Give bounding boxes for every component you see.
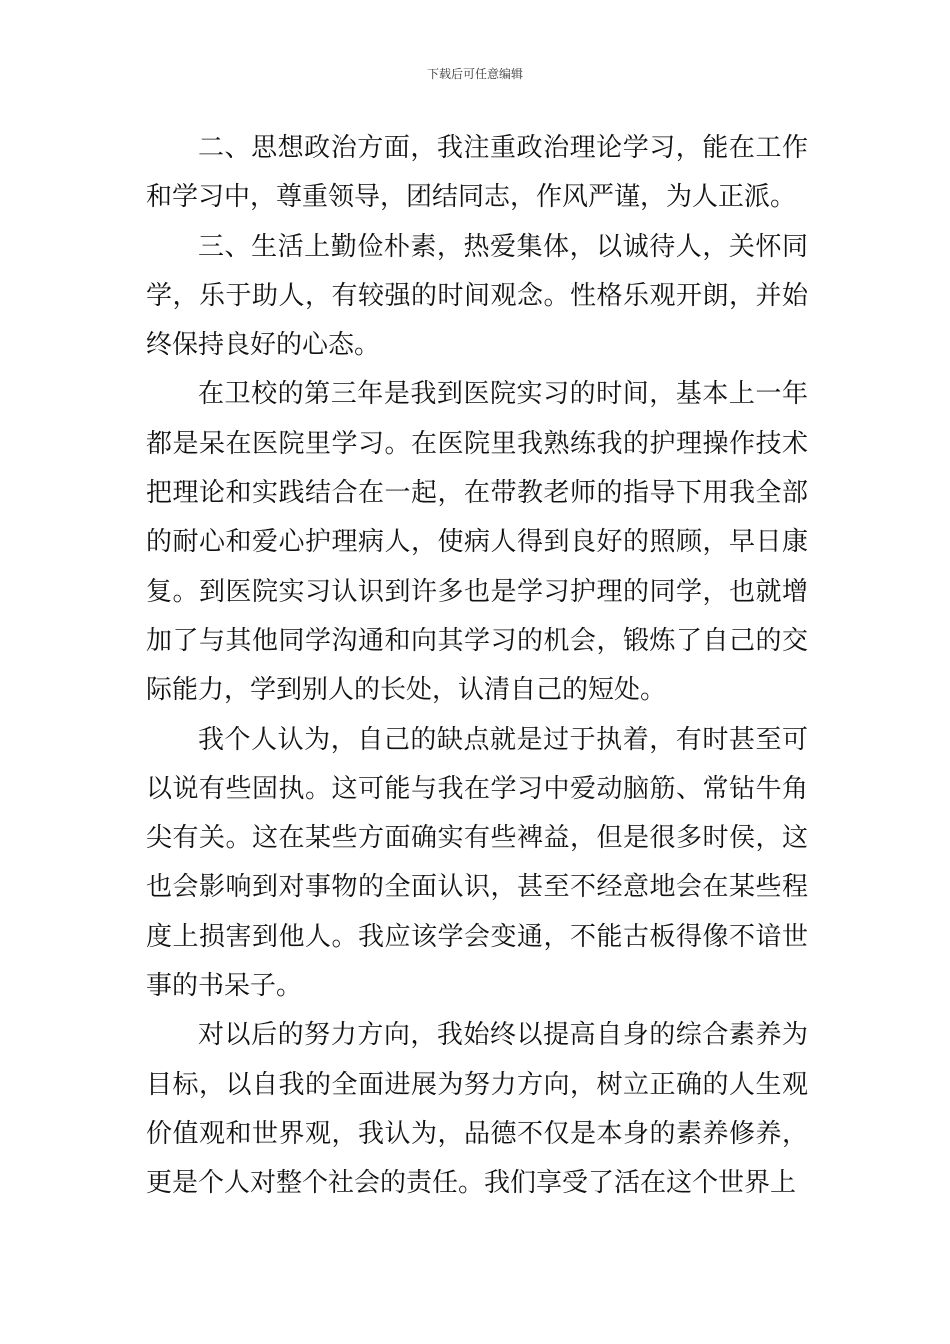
paragraph-life: 三、生活上勤俭朴素，热爱集体，以诚待人，关怀同学，乐于助人，有较强的时间观念。性格乐观开朗，并始终保持良好的心态。: [146, 231, 808, 361]
paragraph-political: 二、思想政治方面，我注重政治理论学习，能在工作和学习中，尊重领导，团结同志，作风严谨，为人正派。: [146, 133, 808, 213]
paragraph-future: 对以后的努力方向，我始终以提高自身的综合素养为目标，以自我的全面进展为努力方向，树立正确的人生观价值观和世界观，我认为，品德不仅是本身的素养修养，更是个人对整个社会的责任。我们享受了活在这个世界上: [146, 1020, 808, 1199]
paragraph-internship: 在卫校的第三年是我到医院实习的时间，基本上一年都是呆在医院里学习。在医院里我熟练我的护理操作技术把理论和实践结合在一起，在带教老师的指导下用我全部的耐心和爱心护理病人，使病人得到良好的照顾，早日康复。到医院实习认识到许多也是学习护理的同学，也就增加了与其他同学沟通和向其学习的机会，锻炼了自己的交际能力，学到别人的长处，认清自己的短处。: [146, 379, 808, 706]
paragraph-weakness: 我个人认为，自己的缺点就是过于执着，有时甚至可以说有些固执。这可能与我在学习中爱动脑筋、常钻牛角尖有关。这在某些方面确实有些裨益，但是很多时侯，这也会影响到对事物的全面认识，甚至不经意地会在某些程度上损害到他人。我应该学会变通，不能古板得像不谙世事的书呆子。: [146, 724, 808, 1002]
header-note: 下载后可任意编辑: [426, 67, 523, 81]
document-body: [146, 124, 808, 1209]
